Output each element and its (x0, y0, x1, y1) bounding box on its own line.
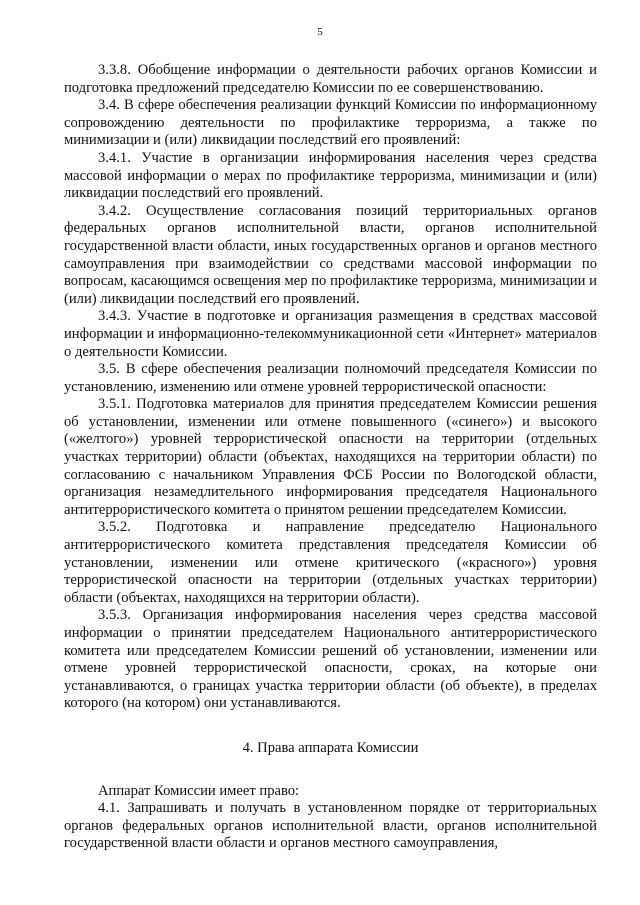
paragraph-3-4-3: 3.4.3. Участие в подготовке и организация размещения в средствах массовой информации и информационно-телекоммуникационной сети «Интернет» материалов о деятельности Комиссии. (64, 308, 597, 360)
paragraph-3-5-1: 3.5.1. Подготовка материалов для принятия председателем Комиссии решения об установлении, изменении или отмене повышенного («синего») и высокого («желтого») уровней террористической опасности на территории (отдельных участках территории) области (объектах, находящихся на территории области) по согласованию с начальником Управления ФСБ России по Вологодской области, организация незамедлительного информирования председателя Национального антитеррористического комитета о принятом решении председателем Комиссии. (64, 396, 597, 518)
paragraph-3-5: 3.5. В сфере обеспечения реализации полномочий председателя Комиссии по установлению, изменению или отмене уровней террористической опасности: (64, 361, 597, 395)
paragraph-4-1: 4.1. Запрашивать и получать в установленном порядке от территориальных органов федеральных органов исполнительной власти, органов исполнительной государственной власти области и органов местного самоуправления, (64, 800, 597, 852)
page-number: 5 (317, 26, 323, 38)
paragraph-3-5-2: 3.5.2. Подготовка и направление председателю Национального антитеррористического комитета представления председателя Комиссии об установлении, изменении или отмене критического («красного») уровня террористической опасности на территории (отдельных участках территории) области (объектах, находящихся на территории области). (64, 519, 597, 606)
paragraph-3-4-1: 3.4.1. Участие в организации информирования населения через средства массовой информации о мерах по профилактике терроризма, минимизации и (или) ликвидации последствий его проявлений. (64, 149, 597, 202)
paragraph-3-4-2: 3.4.2. Осуществление согласования позиций территориальных органов федеральных органов исполнительной власти, органов исполнительной государственной власти области, иных государственных органов и органов местного самоуправления при взаимодействии со средствами массовой информации по вопросам, касающимся освещения мер по профилактике терроризма, минимизации и (или) ликвидации последствий его проявлений. (64, 202, 597, 307)
paragraph-3-4: 3.4. В сфере обеспечения реализации функций Комиссии по информационному сопровождению деятельности по профилактике терроризма, а также по минимизации и (или) ликвидации последствий его проявлений: (64, 97, 597, 149)
paragraph-3-5-3: 3.5.3. Организация информирования населения через средства массовой информации о принятии председателем Национального антитеррористического комитета или председателем Комиссии решений об установлении, изменении или отмене уровней террористической опасности, сроках, на которые они устанавливаются, о границах участка территории области (об объекте), в пределах которого (на котором) они устанавливаются. (64, 607, 597, 712)
paragraph-3-3-8: 3.3.8. Обобщение информации о деятельности рабочих органов Комиссии и подготовка предложений председателю Комиссии по ее совершенствованию. (64, 62, 597, 96)
paragraph-apparatus-rights: Аппарат Комиссии имеет право: (98, 782, 300, 799)
section-heading: 4. Права аппарата Комиссии (242, 739, 419, 756)
document-body (64, 62, 597, 853)
